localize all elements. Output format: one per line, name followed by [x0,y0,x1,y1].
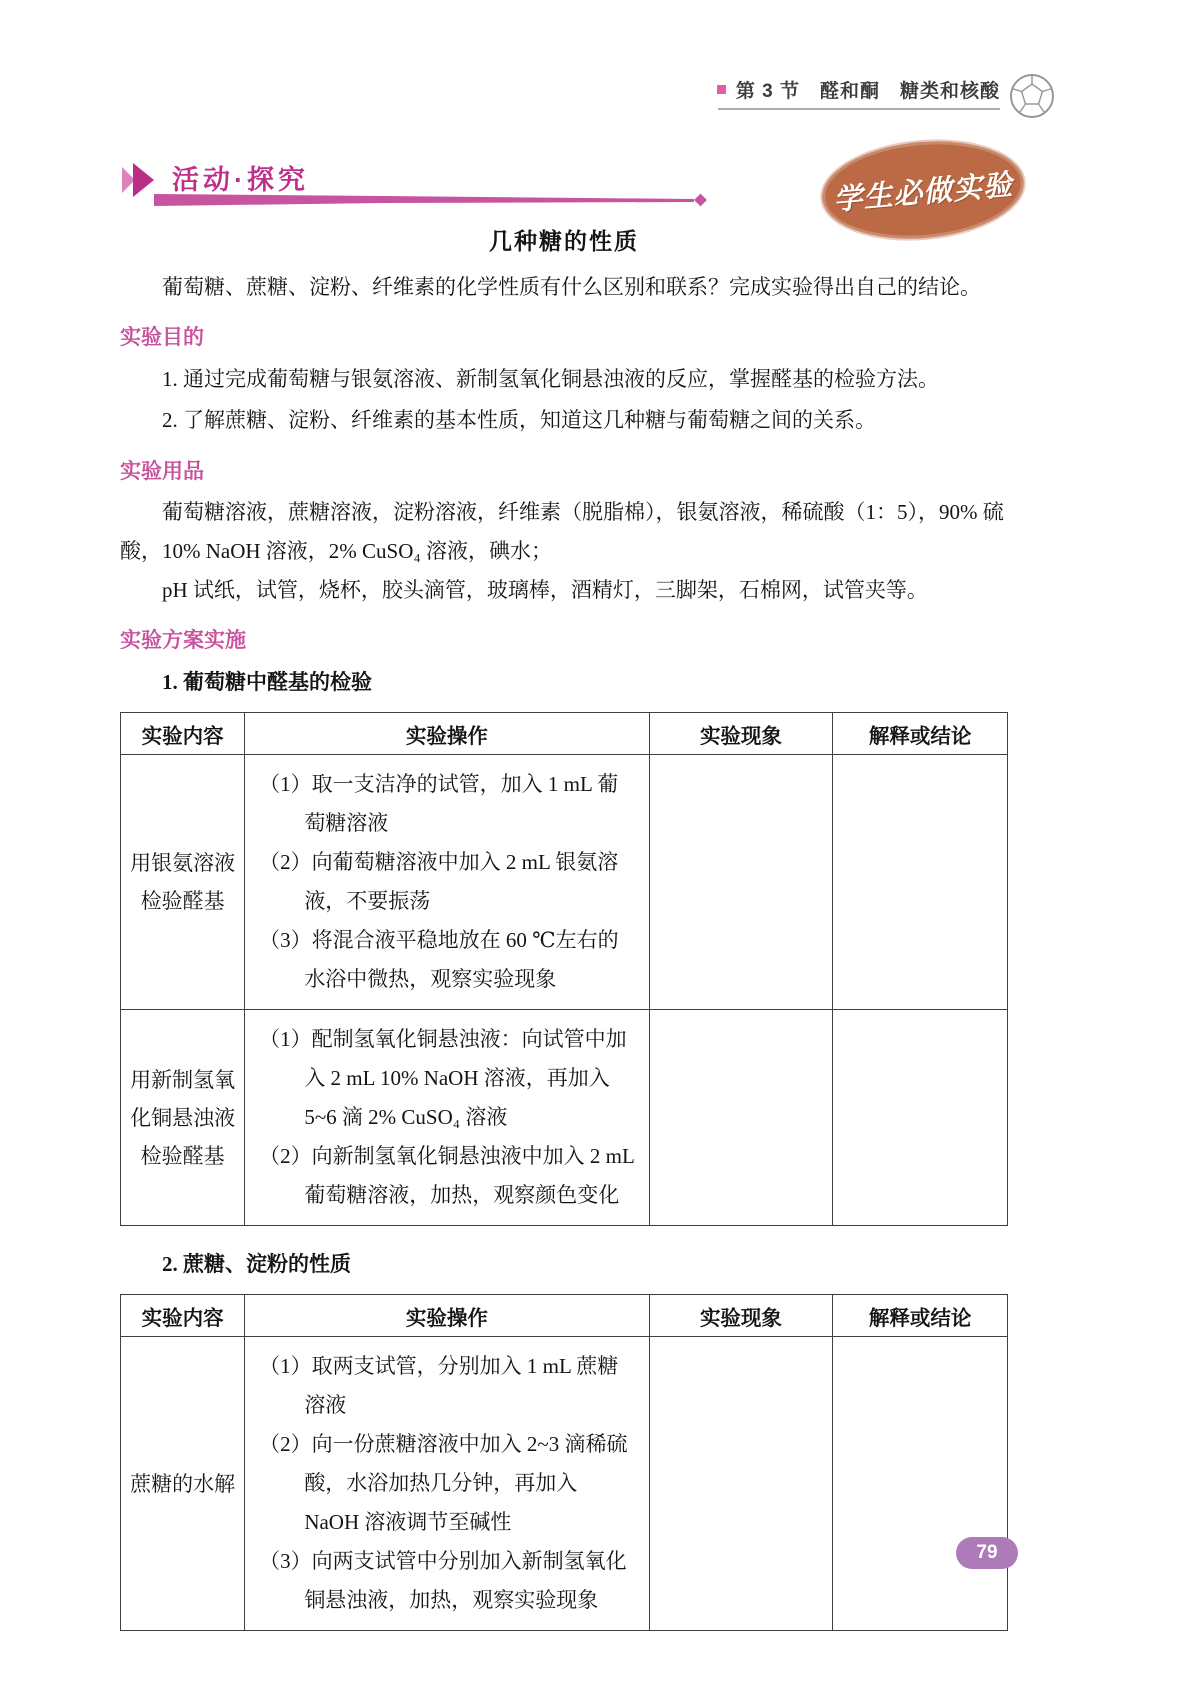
purpose-item: 1. 通过完成葡萄糖与银氨溶液、新制氢氧化铜悬浊液的反应，掌握醛基的检验方法。 [162,367,939,391]
phenomenon-cell [649,755,833,1010]
conclusion-cell [833,755,1008,1010]
col-header-content: 实验内容 [121,713,245,755]
col-header-operation: 实验操作 [245,713,649,755]
experiment-table-2 [120,1294,1008,1631]
chapter-title: 第 3 节 醛和酮 糖类和核酸 [735,81,1000,102]
section-heading-plan: 实验方案实施 [120,629,246,652]
activity-section-title: 活动·探究 [172,165,309,195]
phenomenon-cell [649,1010,833,1226]
purpose-item: 2. 了解蔗糖、淀粉、纤维素的基本性质，知道这几种糖与葡萄糖之间的关系。 [162,408,876,432]
table-row [121,755,1008,1010]
col-header-content: 实验内容 [121,1295,245,1337]
table-row [121,1010,1008,1226]
col-header-conclusion: 解释或结论 [833,1295,1008,1337]
operation-step: （3）将混合液平稳地放在 60 ℃左右的水浴中微热，观察实验现象 [259,928,619,991]
table-row [121,1337,1008,1631]
materials-paragraph: 葡萄糖溶液，蔗糖溶液，淀粉溶液，纤维素（脱脂棉），银氨溶液，稀硫酸（1：5），90% 硫酸，10% NaOH 溶液，2% CuSO₄ 溶液，碘水； [120,500,1004,563]
operation-cell [245,1010,649,1226]
col-header-conclusion: 解释或结论 [833,713,1008,755]
experiment-table-1 [120,712,1008,1226]
col-header-phenomenon: 实验现象 [649,713,833,755]
header-rule [718,108,1000,110]
col-header-phenomenon: 实验现象 [649,1295,833,1337]
experiment-title: 几种糖的性质 [489,229,639,254]
operation-step: （1）配制氢氧化铜悬浊液：向试管中加入 2 mL 10% NaOH 溶液，再加入 5~6 滴 2% CuSO₄ 溶液 [259,1027,627,1129]
operation-step: （2）向新制氢氧化铜悬浊液中加入 2 mL 葡萄糖溶液，加热，观察颜色变化 [259,1144,635,1207]
col-header-operation: 实验操作 [245,1295,649,1337]
operation-step: （3）向两支试管中分别加入新制氢氧化铜悬浊液，加热，观察实验现象 [259,1549,627,1612]
table-header-row [121,1295,1008,1337]
materials-paragraph: pH 试纸，试管，烧杯，胶头滴管，玻璃棒，酒精灯，三脚架，石棉网，试管夹等。 [162,578,928,602]
table-header-row [121,713,1008,755]
experiment-intro: 葡萄糖、蔗糖、淀粉、纤维素的化学性质有什么区别和联系？完成实验得出自己的结论。 [162,275,981,299]
table-2-title: 2. 蔗糖、淀粉的性质 [162,1252,351,1276]
phenomenon-cell [649,1337,833,1631]
operation-cell [245,1337,649,1631]
page-number-badge: 79 [956,1537,1018,1569]
content-cell: 蔗糖的水解 [121,1337,245,1631]
fullerene-molecule-icon [1008,72,1056,120]
content-cell: 用银氨溶液检验醛基 [121,755,245,1010]
student-required-experiment-stamp: 学生必做实验 [818,133,1028,246]
operation-step: （1）取一支洁净的试管，加入 1 mL 葡萄糖溶液 [259,772,619,835]
operation-step: （2）向葡萄糖溶液中加入 2 mL 银氨溶液，不要振荡 [259,850,619,913]
conclusion-cell [833,1337,1008,1631]
operation-step: （2）向一份蔗糖溶液中加入 2~3 滴稀硫酸，水浴加热几分钟，再加入 NaOH 溶液调节至碱性 [259,1432,628,1534]
content-cell: 用新制氢氧化铜悬浊液检验醛基 [121,1010,245,1226]
conclusion-cell [833,1010,1008,1226]
section-heading-materials: 实验用品 [120,460,204,483]
activity-banner [120,158,1008,206]
operation-cell [245,755,649,1010]
header-bullet-icon [717,85,726,94]
page-header [0,70,1190,134]
section-heading-purpose: 实验目的 [120,326,204,349]
table-1-title: 1. 葡萄糖中醛基的检验 [162,670,372,694]
operation-step: （1）取两支试管，分别加入 1 mL 蔗糖溶液 [259,1354,619,1417]
